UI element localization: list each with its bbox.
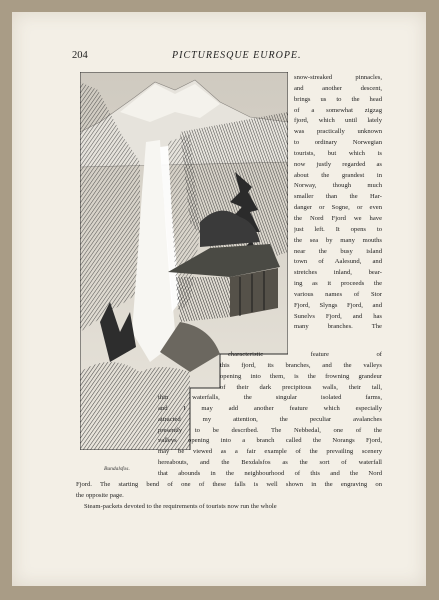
text-line: opening into them, is the frowning grandeur bbox=[220, 372, 382, 380]
text-line: about the grandest in bbox=[294, 171, 382, 179]
text-line: tourists, but which is bbox=[294, 149, 382, 157]
running-title: PICTURESQUE EUROPE. bbox=[172, 50, 302, 61]
text-line: of their dark precipitous walls, their tall, bbox=[220, 383, 382, 391]
text-line: many branches. The bbox=[294, 323, 382, 331]
body-text-wide bbox=[76, 480, 382, 513]
text-line: of a somewhat zigzag bbox=[294, 106, 382, 114]
text-line: Sunelvs Fjord, and has bbox=[294, 312, 382, 320]
text-line: and another descent, bbox=[294, 84, 382, 92]
text-line: fjord, which until lately bbox=[294, 117, 382, 125]
text-line: Norway, though much bbox=[294, 182, 382, 190]
text-line: Fjord, Slyngs Fjord, and bbox=[294, 301, 382, 309]
text-line: snow-streaked pinnacles, bbox=[294, 74, 382, 81]
text-line: just left. It opens to bbox=[294, 225, 382, 233]
text-line: now justly regarded as bbox=[294, 160, 382, 168]
page-header bbox=[72, 50, 372, 64]
text-line: that abounds in the neighbourhood of this and the Nord bbox=[158, 469, 382, 477]
text-line: danger or Sogne, or even bbox=[294, 204, 382, 212]
text-line: smaller than the Har- bbox=[294, 193, 382, 201]
body-text-column bbox=[294, 73, 382, 333]
text-line: this fjord, its branches, and the valleys bbox=[220, 361, 382, 369]
body-text-step2 bbox=[158, 393, 382, 480]
text-line: various names of Stor bbox=[294, 290, 382, 298]
illustration-caption: Bundalsfos. bbox=[104, 466, 130, 472]
text-line: valleys opening into a branch called the Norangs Fjord, bbox=[158, 437, 382, 445]
text-line: may be viewed as a fair example of the prevailing scenery bbox=[158, 448, 382, 456]
text-line: stretches inland, bear- bbox=[294, 269, 382, 277]
text-line: attracted my attention, the peculiar avalanches bbox=[158, 415, 382, 423]
text-line: was practically unknown bbox=[294, 128, 382, 136]
body-text-step1 bbox=[220, 350, 382, 393]
text-line: to ordinary Norwegian bbox=[294, 139, 382, 147]
text-line: thin waterfalls, the singular isolated farms, bbox=[158, 394, 382, 401]
text-line: hereabouts, and the Bexdalsfos as the sort of waterfall bbox=[158, 459, 382, 467]
text-line: characteristic feature of bbox=[228, 351, 382, 358]
text-line: the opposite page. bbox=[76, 491, 124, 499]
page-number: 204 bbox=[72, 50, 88, 61]
text-line: town of Aalesund, and bbox=[294, 258, 382, 266]
text-line: the sea by many mouths bbox=[294, 236, 382, 244]
text-line: Fjord. The starting bend of one of these falls is well shown in the engraving on bbox=[76, 481, 382, 488]
text-line: ing as it proceeds the bbox=[294, 280, 382, 288]
text-line: and I may add another feature which especially bbox=[158, 404, 382, 412]
text-line: the Nord Fjord we have bbox=[294, 214, 382, 222]
text-line: presently to be described. The Nebbedal, one of the bbox=[158, 426, 382, 434]
text-line: brings us to the head bbox=[294, 95, 382, 103]
text-line: Steam-packets devoted to the requirements of tourists now run the whole bbox=[84, 502, 277, 510]
text-line: near the busy island bbox=[294, 247, 382, 255]
